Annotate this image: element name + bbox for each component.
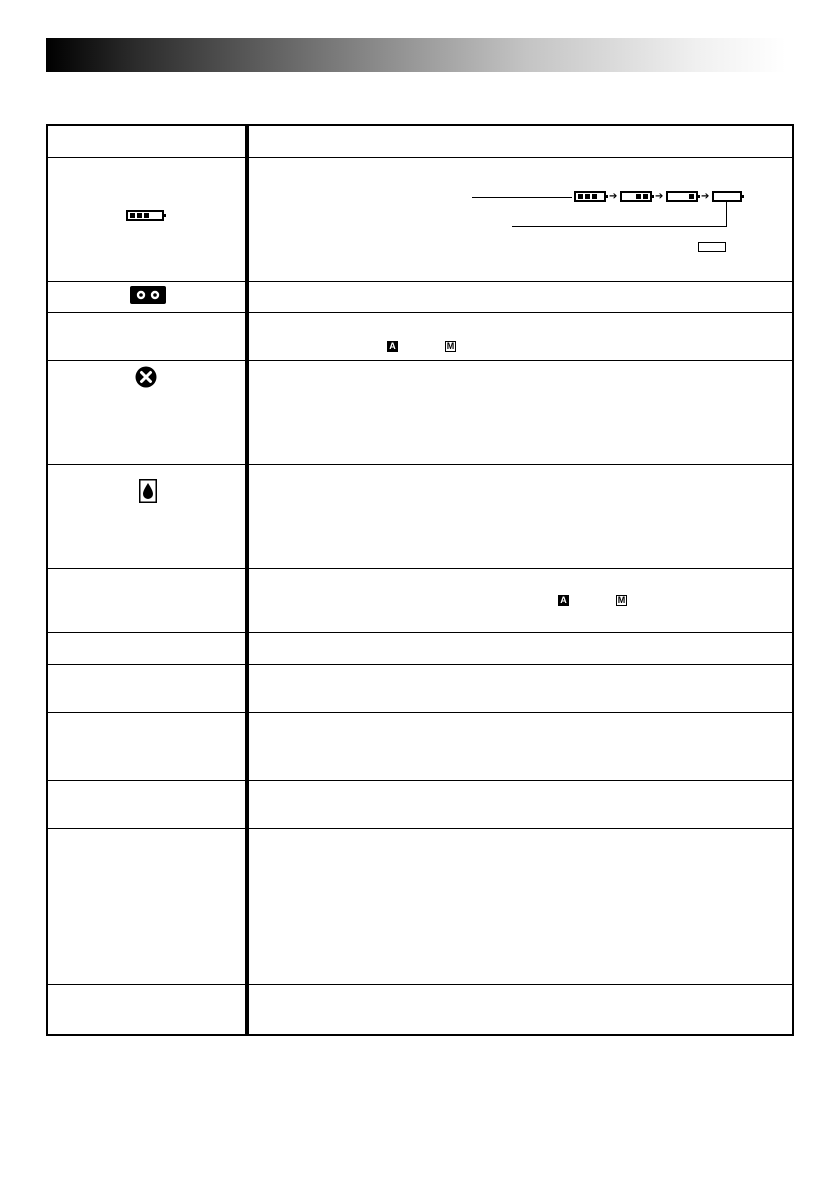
battery-full-icon (126, 210, 164, 221)
leader-line (512, 226, 727, 227)
condensation-drop-icon (139, 479, 157, 503)
section-header-bar (46, 38, 786, 72)
row-separator (48, 780, 792, 781)
row-separator (48, 281, 792, 282)
row-separator (48, 632, 792, 633)
leader-line (472, 197, 572, 198)
row-separator (48, 312, 792, 313)
leader-line (726, 202, 727, 227)
battery-empty-icon (712, 191, 742, 202)
arrow-right-icon: ➔ (701, 191, 710, 202)
battery-2-bar-icon (620, 191, 652, 202)
manual-mode-icon: M (617, 595, 626, 605)
battery-3-bar-icon (574, 191, 606, 202)
battery-outline-icon (698, 242, 726, 252)
manual-mode-icon: M (446, 341, 455, 351)
row-separator (48, 157, 792, 158)
arrow-right-icon: ➔ (655, 191, 664, 202)
row-separator (48, 360, 792, 361)
auto-mode-icon: A (387, 341, 398, 352)
row-separator (48, 464, 792, 465)
warning-x-circle-icon (135, 366, 157, 388)
indications-table (46, 124, 794, 1036)
row-separator (48, 568, 792, 569)
row-separator (48, 712, 792, 713)
battery-1-bar-icon (666, 191, 698, 202)
row-separator (48, 664, 792, 665)
arrow-right-icon: ➔ (609, 191, 618, 202)
row-separator (48, 828, 792, 829)
auto-mode-icon: A (558, 595, 569, 606)
row-separator (48, 984, 792, 985)
tape-cassette-icon (130, 286, 166, 304)
column-divider (245, 126, 249, 1034)
